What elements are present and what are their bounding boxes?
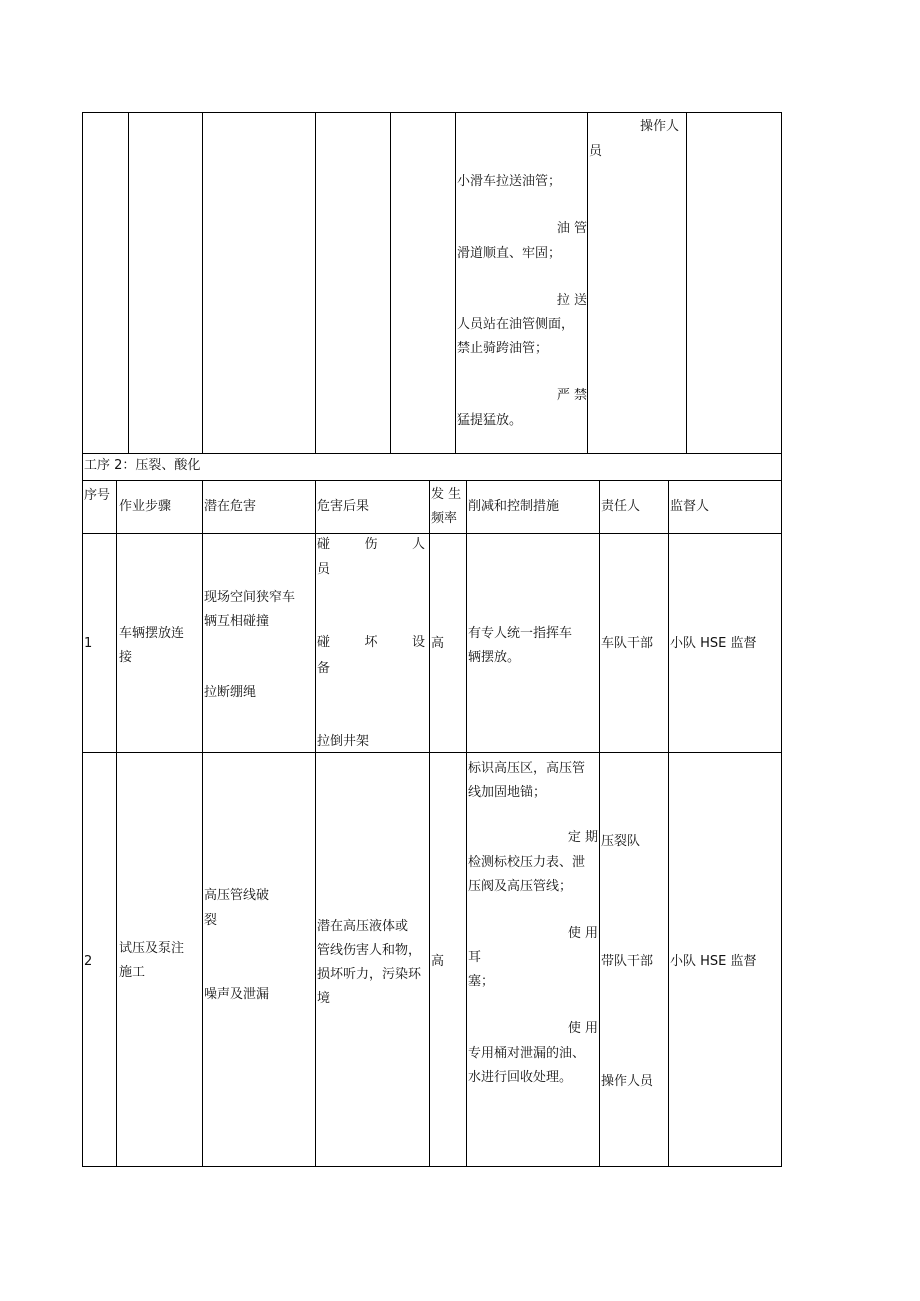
rule-header <box>82 533 782 534</box>
row-hazard: 裂 <box>204 913 218 928</box>
responsible-text: 员 <box>589 144 603 159</box>
row-hazard: 噪声及泄漏 <box>204 987 270 1002</box>
responsible-text: 操作人 <box>639 119 679 134</box>
row-hazard: 高压管线破 <box>204 888 270 903</box>
row-consequence: 拉倒井架 <box>317 734 370 749</box>
row-measure: 检测标校压力表、泄 <box>468 855 586 870</box>
measure-text: 禁止骑跨油管； <box>457 341 549 356</box>
row-frequency: 高 <box>431 636 445 651</box>
header-supervisor: 监督人 <box>670 499 710 514</box>
row-consequence: 员 <box>317 562 331 577</box>
rule-bottom <box>82 1166 782 1167</box>
row-step: 施工 <box>119 965 146 980</box>
header-hazard: 潜在危害 <box>204 499 257 514</box>
rule-top-col <box>202 112 203 453</box>
rule-right <box>781 112 782 1167</box>
row-measure: 定 期 <box>567 830 598 845</box>
row-consequence: 碰 坏 设 <box>317 635 425 650</box>
row-supervisor: 小队 HSE 监督 <box>670 954 757 969</box>
measure-text: 拉 送 <box>556 293 587 308</box>
header-frequency: 发 生 <box>431 487 462 502</box>
rule-col <box>599 480 600 1167</box>
row-measure: 线加固地锚； <box>468 785 547 800</box>
row-step: 车辆摆放连 <box>119 626 185 641</box>
rule-col <box>466 480 467 1167</box>
row-consequence: 碰 伤 人 <box>317 537 425 552</box>
row-measure: 耳 <box>468 950 482 965</box>
rule-top-col <box>587 112 588 453</box>
rule-col <box>668 480 669 1167</box>
row-no: 2 <box>84 954 93 969</box>
row-responsible: 操作人员 <box>601 1074 654 1089</box>
row-hazard: 现场空间狭窄车 <box>204 590 296 605</box>
rule-top-col <box>455 112 456 453</box>
row-measure: 压阀及高压管线； <box>468 879 573 894</box>
row-measure: 塞； <box>468 974 495 989</box>
rule-row1 <box>82 752 782 753</box>
row-responsible: 带队干部 <box>601 954 654 969</box>
row-measure: 有专人统一指挥车 <box>468 626 573 641</box>
measure-text: 严 禁 <box>556 388 587 403</box>
row-measure: 水进行回收处理。 <box>468 1070 573 1085</box>
row-hazard: 拉断绷绳 <box>204 685 257 700</box>
rule-col <box>315 480 316 1167</box>
measure-text: 人员站在油管侧面， <box>457 317 575 332</box>
row-responsible: 压裂队 <box>601 834 641 849</box>
rule-top-col <box>390 112 391 453</box>
rule-col <box>116 480 117 1167</box>
row-supervisor: 小队 HSE 监督 <box>670 636 757 651</box>
measure-text: 小滑车拉送油管； <box>457 174 562 189</box>
header-measures: 削减和控制措施 <box>468 499 560 514</box>
measure-text: 猛提猛放。 <box>457 413 523 428</box>
row-step: 试压及泵注 <box>119 941 185 956</box>
header-no: 序号 <box>84 488 111 503</box>
row-measure: 标识高压区，高压管 <box>468 761 586 776</box>
row-measure: 使 用 <box>567 1021 598 1036</box>
rule-top <box>82 112 782 113</box>
rule-title <box>82 480 782 481</box>
rule-top-col <box>128 112 129 453</box>
rule-left <box>82 112 83 1167</box>
row-frequency: 高 <box>431 954 445 969</box>
row-consequence: 损坏听力，污染环 <box>317 967 422 982</box>
measure-text: 滑道顺直、牢固； <box>457 246 562 261</box>
header-responsible: 责任人 <box>601 499 641 514</box>
rule-col <box>202 480 203 1167</box>
rule-col <box>429 480 430 1167</box>
row-measure: 专用桶对泄漏的油、 <box>468 1046 586 1061</box>
rule-top-col <box>315 112 316 453</box>
row-consequence: 备 <box>317 661 331 676</box>
row-measure: 使 用 <box>567 926 598 941</box>
row-hazard: 辆互相碰撞 <box>204 614 270 629</box>
measure-text: 油 管 <box>556 221 587 236</box>
row-measure: 辆摆放。 <box>468 650 521 665</box>
process-title: 工序 2：压裂、酸化 <box>84 458 201 473</box>
row-consequence: 管线伤害人和物， <box>317 943 422 958</box>
rule-top-col <box>686 112 687 453</box>
header-step: 作业步骤 <box>119 499 172 514</box>
row-consequence: 潜在高压液体或 <box>317 919 409 934</box>
header-consequence: 危害后果 <box>317 499 370 514</box>
header-frequency: 频率 <box>431 511 458 526</box>
row-step: 接 <box>119 650 133 665</box>
row-no: 1 <box>84 636 93 651</box>
row-consequence: 境 <box>317 991 331 1006</box>
row-responsible: 车队干部 <box>601 636 654 651</box>
